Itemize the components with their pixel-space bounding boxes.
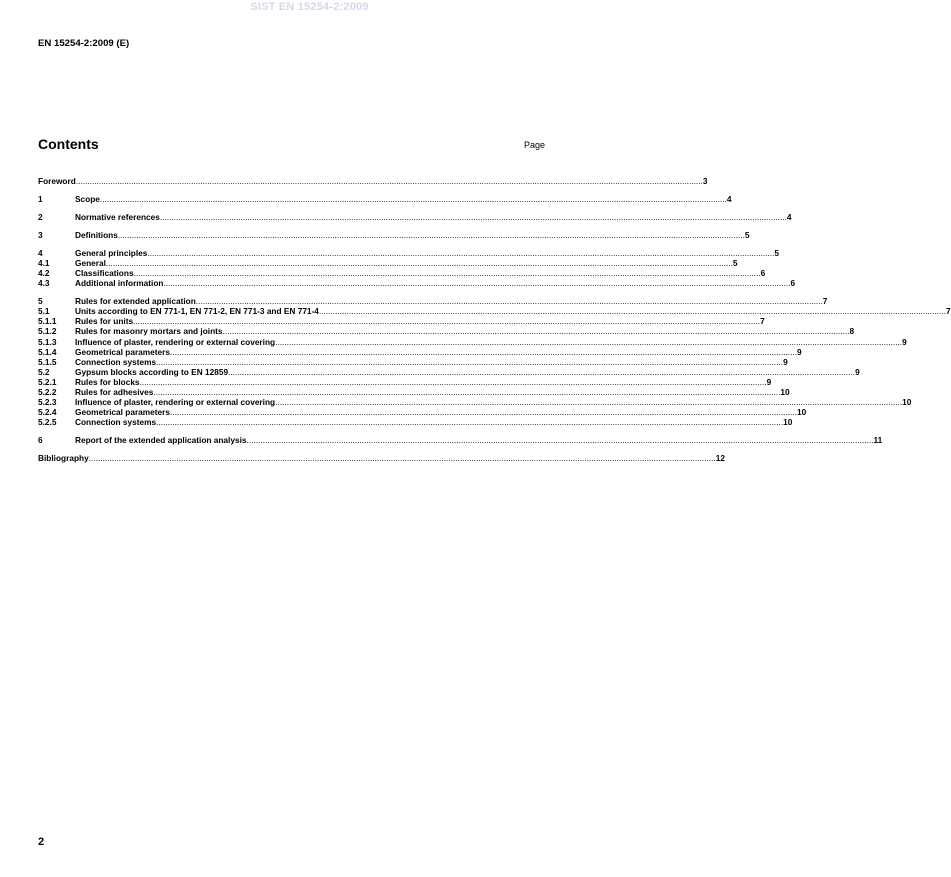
toc-entry-page: 5 (774, 247, 780, 258)
toc-entry-title: Normative references (75, 211, 160, 222)
toc-entry[interactable] (38, 278, 796, 289)
toc-entry-title: General (75, 258, 106, 269)
toc-dot-leader (76, 176, 703, 186)
toc-entry[interactable] (38, 326, 855, 337)
toc-entry[interactable] (38, 417, 793, 428)
toc-entry[interactable] (38, 407, 807, 418)
toc-entry[interactable] (38, 306, 951, 317)
toc-entry[interactable] (38, 435, 883, 446)
toc-entry-page: 3 (702, 176, 708, 186)
toc-entry-page: 10 (783, 417, 793, 428)
toc-dot-leader (196, 296, 823, 306)
toc-entry[interactable] (38, 229, 750, 240)
toc-entry-number: 5.2 (38, 366, 50, 377)
toc-entry-number: 4.2 (38, 268, 50, 279)
toc-entry-title: Bibliography (38, 453, 89, 464)
toc-entry-page: 10 (780, 387, 790, 398)
toc-entry-number: 5.1.1 (38, 316, 57, 327)
toc-entry-title: Report of the extended application analysis (75, 435, 247, 446)
toc-dot-leader (134, 268, 761, 278)
toc-dot-leader (275, 337, 902, 347)
toc-dot-leader (153, 387, 780, 397)
toc-entry-title: Geometrical parameters (75, 346, 171, 357)
toc-dot-leader (156, 417, 783, 427)
toc-entry-page: 9 (902, 336, 907, 347)
page-column-label: Page (523, 140, 545, 150)
toc-dot-leader (118, 230, 745, 240)
toc-entry-number: 5.1 (38, 306, 50, 317)
toc-entry[interactable] (38, 258, 738, 269)
toc-entry-page: 10 (902, 397, 912, 408)
toc-entry-number: 5.1.4 (38, 346, 57, 357)
toc-entry-page: 10 (797, 407, 807, 418)
toc-entry-title: General principles (75, 247, 148, 258)
table-of-contents (38, 176, 951, 464)
toc-entry-number: 5.2.5 (38, 417, 57, 428)
toc-entry-number: 5.2.3 (38, 397, 57, 408)
toc-entry-number: 1 (38, 193, 43, 204)
toc-entry-page: 8 (849, 326, 855, 337)
toc-entry-title: Gypsum blocks according to EN 12859 (75, 366, 229, 377)
toc-entry-title: Rules for blocks (75, 376, 140, 387)
toc-entry[interactable] (38, 296, 828, 307)
toc-entry[interactable] (38, 176, 708, 186)
toc-dot-leader (170, 407, 797, 417)
toc-entry[interactable] (38, 366, 860, 377)
toc-entry-title: Foreword (38, 176, 76, 186)
toc-entry-title: Geometrical parameters (75, 407, 171, 418)
toc-entry-page: 5 (732, 258, 738, 269)
toc-entry-page: 4 (726, 193, 732, 204)
toc-dot-leader (89, 453, 716, 463)
toc-entry-number: 4 (38, 247, 43, 258)
toc-entry-title: Definitions (75, 229, 118, 240)
toc-dot-leader (106, 258, 733, 268)
toc-entry[interactable] (38, 397, 912, 408)
toc-entry-title: Rules for units (75, 316, 134, 327)
toc-entry-title: Additional information (75, 278, 164, 289)
toc-entry-title: Influence of plaster, rendering or external covering (75, 397, 276, 408)
toc-entry-page: 7 (945, 306, 951, 317)
toc-dot-leader (319, 306, 946, 316)
toc-entry-title: Connection systems (75, 417, 157, 428)
toc-entry-page: 7 (760, 316, 765, 327)
toc-entry-title: Rules for extended application (75, 296, 196, 307)
toc-entry-page: 9 (855, 366, 860, 377)
toc-dot-leader (100, 194, 727, 204)
toc-dot-leader (170, 347, 797, 357)
toc-entry-title: Rules for masonry mortars and joints (75, 326, 223, 337)
contents-title: Contents (38, 136, 99, 152)
toc-entry-number: 5 (38, 296, 43, 307)
toc-entry-title: Scope (75, 193, 100, 204)
toc-entry-number: 6 (38, 435, 43, 446)
toc-entry[interactable] (38, 453, 725, 464)
toc-entry-number: 5.2.4 (38, 407, 57, 418)
toc-entry[interactable] (38, 316, 765, 327)
toc-dot-leader (160, 212, 787, 222)
toc-entry-number: 4.3 (38, 278, 50, 289)
toc-entry-number: 3 (38, 229, 43, 240)
toc-entry-page: 6 (790, 278, 796, 289)
toc-entry-page: 12 (715, 453, 725, 464)
toc-entry-number: 5.1.2 (38, 326, 57, 337)
toc-entry[interactable] (38, 247, 780, 258)
toc-entry-page: 9 (797, 346, 802, 357)
toc-entry-title: Connection systems (75, 356, 157, 367)
page-number: 2 (38, 836, 45, 848)
toc-dot-leader (228, 367, 855, 377)
toc-entry[interactable] (38, 346, 802, 357)
toc-entry-number: 5.1.3 (38, 336, 57, 347)
toc-dot-leader (164, 278, 791, 288)
toc-entry-title: Rules for adhesives (75, 387, 154, 398)
toc-entry[interactable] (38, 336, 907, 347)
toc-entry[interactable] (38, 356, 788, 367)
toc-entry[interactable] (38, 193, 732, 204)
toc-entry-page: 7 (822, 296, 828, 307)
toc-entry-page: 9 (766, 376, 772, 387)
document-id: EN 15254-2:2009 (E) (38, 38, 130, 49)
toc-entry-number: 5.2.1 (38, 376, 57, 387)
toc-entry[interactable] (38, 268, 766, 279)
toc-entry[interactable] (38, 211, 792, 222)
toc-entry-number: 2 (38, 211, 43, 222)
toc-dot-leader (223, 326, 850, 336)
toc-entry-page: 9 (783, 356, 788, 367)
toc-entry-number: 5.2.2 (38, 387, 57, 398)
toc-entry-page: 11 (873, 435, 883, 446)
toc-entry-title: Influence of plaster, rendering or external covering (75, 336, 276, 347)
toc-entry-page: 6 (760, 268, 766, 279)
toc-dot-leader (140, 377, 767, 387)
toc-dot-leader (247, 435, 874, 445)
toc-entry-title: Classifications (75, 268, 134, 279)
toc-dot-leader (133, 316, 760, 326)
watermark: SIST EN 15254-2:2009 (250, 1, 369, 13)
toc-entry-title: Units according to EN 771-1, EN 771-2, EN 771-3 and EN 771-4 (75, 306, 319, 317)
toc-entry-number: 5.1.5 (38, 356, 57, 367)
toc-entry-page: 5 (744, 229, 750, 240)
toc-dot-leader (147, 248, 774, 258)
toc-entry-page: 4 (786, 211, 792, 222)
toc-entry-number: 4.1 (38, 258, 50, 269)
toc-entry[interactable] (38, 376, 772, 387)
toc-dot-leader (156, 357, 783, 367)
toc-dot-leader (275, 397, 902, 407)
toc-entry[interactable] (38, 387, 790, 398)
